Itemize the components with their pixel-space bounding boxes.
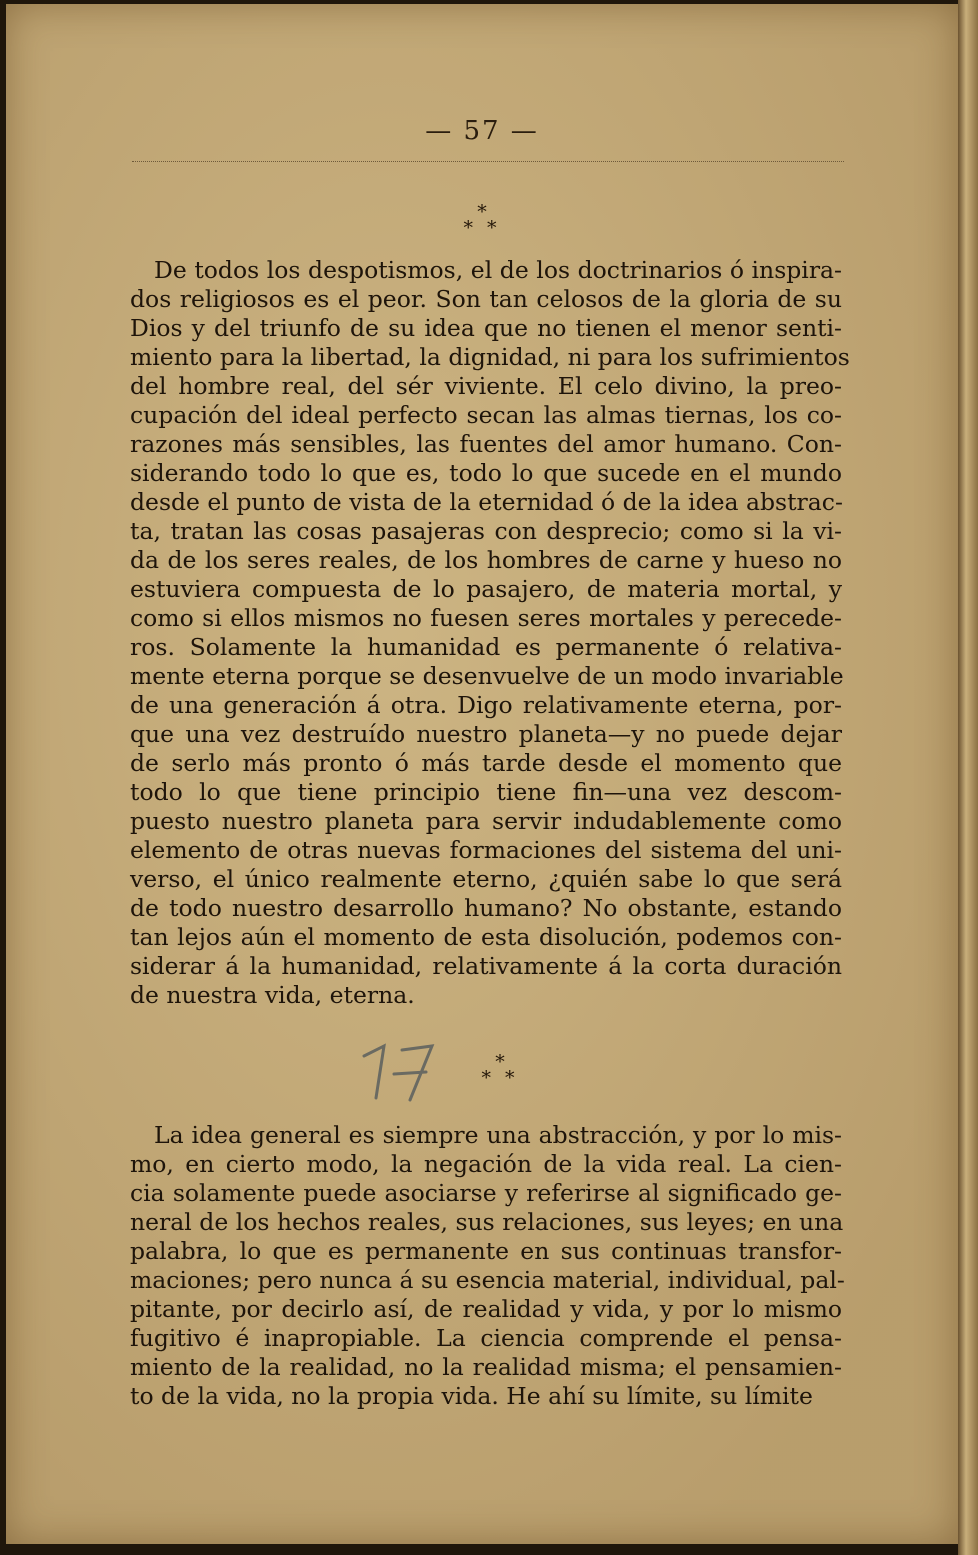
asterism-bottom: * * <box>463 217 501 239</box>
asterism-separator <box>6 1051 958 1089</box>
text-line: miento para la libertad, la dignidad, ni para los sufrimientos <box>130 343 850 371</box>
text-line: cupación del ideal perfecto secan las almas tiernas, los co- <box>130 401 842 429</box>
text-line: palabra, lo que es permanente en sus continuas transfor- <box>130 1237 842 1265</box>
text-line: de todo nuestro desarrollo humano? No obstante, estando <box>130 894 842 922</box>
text-line: siderando todo lo que es, todo lo que sucede en el mundo <box>130 459 842 487</box>
text-line: neral de los hechos reales, sus relaciones, sus leyes; en una <box>130 1208 844 1236</box>
text-line: da de los seres reales, de los hombres de carne y hueso no <box>130 546 842 574</box>
handwritten-pencil-mark <box>354 1036 450 1106</box>
asterism-separator <box>6 201 958 239</box>
text-line: del hombre real, del sér viviente. El celo divino, la preo- <box>130 372 842 400</box>
header-rule <box>132 161 844 162</box>
text-line: estuviera compuesta de lo pasajero, de materia mortal, y <box>130 575 842 603</box>
page-edge <box>958 0 978 1555</box>
paragraph-despotism <box>130 256 850 1010</box>
text-line: to de la vida, no la propia vida. He ahí su límite, su límite <box>130 1382 813 1410</box>
text-line: mente eterna porque se desenvuelve de un modo invariable <box>130 662 844 690</box>
page-number: — 57 — <box>425 116 539 146</box>
text-line: siderar á la humanidad, relativamente á la corta duración <box>130 952 842 980</box>
asterism-top: * <box>495 1051 505 1073</box>
text-line: razones más sensibles, las fuentes del amor humano. Con- <box>130 430 842 458</box>
text-line: elemento de otras nuevas formaciones del sistema del uni- <box>130 836 842 864</box>
text-line: miento de la realidad, no la realidad misma; el pensamien- <box>130 1353 842 1381</box>
paragraph-science <box>130 1121 845 1411</box>
text-line: de una generación á otra. Digo relativamente eterna, por- <box>130 691 842 719</box>
text-line: de nuestra vida, eterna. <box>130 981 415 1009</box>
text-line: La idea general es siempre una abstracción, y por lo mis- <box>154 1121 842 1149</box>
text-line: verso, el único realmente eterno, ¿quién sabe lo que será <box>130 865 842 893</box>
text-line: ros. Solamente la humanidad es permanente ó relativa- <box>130 633 842 661</box>
text-line: ta, tratan las cosas pasajeras con desprecio; como si la vi- <box>130 517 842 545</box>
text-line: Dios y del triunfo de su idea que no tienen el menor senti- <box>130 314 842 342</box>
text-line: tan lejos aún el momento de esta disolución, podemos con- <box>130 923 842 951</box>
text-line: de serlo más pronto ó más tarde desde el momento que <box>130 749 842 777</box>
text-line: que una vez destruído nuestro planeta—y no puede dejar <box>130 720 842 748</box>
text-line: desde el punto de vista de la eternidad ó de la idea abstrac- <box>130 488 843 516</box>
text-line: De todos los despotismos, el de los doctrinarios ó inspira- <box>154 256 842 284</box>
text-line: pitante, por decirlo así, de realidad y vida, y por lo mismo <box>130 1295 842 1323</box>
text-line: maciones; pero nunca á su esencia material, individual, pal- <box>130 1266 845 1294</box>
text-line: todo lo que tiene principio tiene fin—una vez descom- <box>130 778 842 806</box>
text-line: dos religiosos es el peor. Son tan celosos de la gloria de su <box>130 285 842 313</box>
asterism-top: * <box>477 201 487 223</box>
text-line: fugitivo é inapropiable. La ciencia comprende el pensa- <box>130 1324 842 1352</box>
text-line: como si ellos mismos no fuesen seres mortales y perecede- <box>130 604 842 632</box>
text-line: puesto nuestro planeta para servir indudablemente como <box>130 807 842 835</box>
text-line: cia solamente puede asociarse y referirse al significado ge- <box>130 1179 842 1207</box>
text-line: mo, en cierto modo, la negación de la vida real. La cien- <box>130 1150 842 1178</box>
asterism-bottom: * * <box>481 1067 519 1089</box>
book-page <box>6 4 958 1544</box>
